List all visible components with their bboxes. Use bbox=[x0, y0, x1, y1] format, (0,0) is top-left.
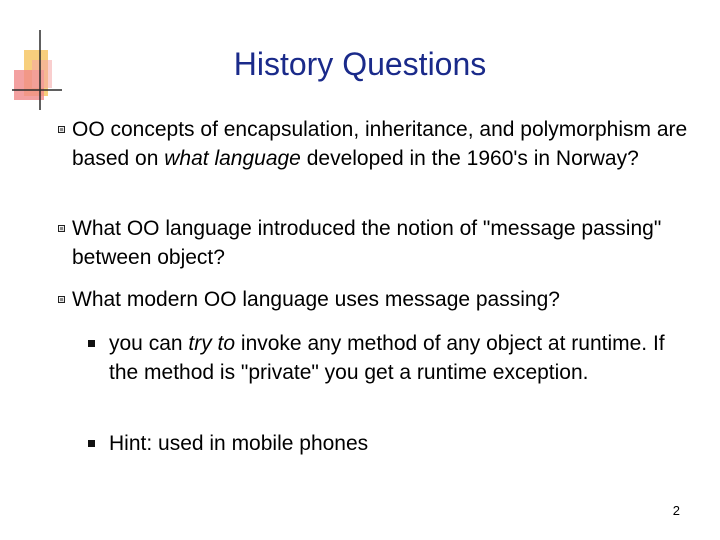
filled-square-bullet-icon bbox=[88, 440, 95, 447]
square-bullet-icon bbox=[58, 126, 65, 133]
bullet-question-2 bbox=[72, 214, 692, 272]
slide-title: History Questions bbox=[233, 46, 487, 82]
text-run-italic: try to bbox=[188, 332, 236, 355]
page-number: 2 bbox=[672, 503, 680, 518]
text-run: invoke any method of any object at runtime. If the method is "private" you get a runtime exception. bbox=[109, 332, 665, 384]
bullet-question-3 bbox=[72, 285, 692, 314]
text-run: developed in the 1960's in Norway? bbox=[300, 147, 639, 170]
slide-corner-decoration bbox=[0, 0, 70, 120]
text-run: What modern OO language uses message passing? bbox=[72, 288, 560, 311]
text-run: OO concepts of encapsulation, inheritance, and polymorphism are based on bbox=[72, 118, 688, 170]
square-bullet-icon bbox=[58, 296, 65, 303]
text-run: you can bbox=[109, 332, 189, 355]
filled-square-bullet-icon bbox=[88, 340, 95, 347]
sub-bullet-hint bbox=[109, 429, 699, 458]
text-run: Hint: used in mobile phones bbox=[109, 432, 369, 455]
text-run: What OO language introduced the notion of "message passing" between object? bbox=[72, 217, 662, 269]
text-run-italic: what language bbox=[164, 147, 301, 170]
sub-bullet-runtime bbox=[109, 329, 699, 387]
bullet-question-1 bbox=[72, 115, 692, 173]
square-bullet-icon bbox=[58, 225, 65, 232]
